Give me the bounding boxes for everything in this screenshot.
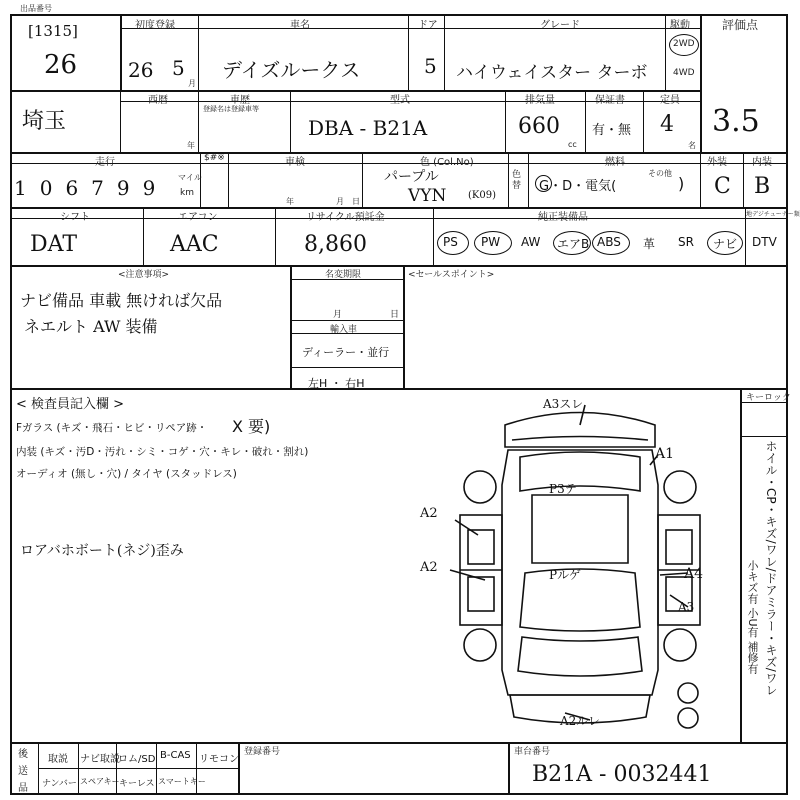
spare-wheel-2 bbox=[678, 708, 698, 728]
cc-unit: cc bbox=[568, 140, 577, 149]
month-unit: 月 bbox=[188, 79, 196, 88]
grade-value: ハイウェイスター ターボ bbox=[456, 63, 648, 83]
diagram-label-3: P3テ bbox=[549, 482, 577, 496]
vline bbox=[290, 90, 291, 152]
displacement-value: 660 bbox=[518, 114, 560, 139]
hline bbox=[290, 367, 403, 368]
fglass-line: Fガラス (キズ・飛石・ヒビ・リペア跡・ bbox=[16, 422, 208, 434]
name-change-month: 月 bbox=[333, 310, 343, 320]
vline bbox=[444, 14, 445, 90]
front-right-wheel bbox=[664, 629, 696, 661]
insp-year-unit: 年 bbox=[286, 197, 294, 206]
footer-label-after: 後 bbox=[18, 749, 28, 760]
equipment-label: 純正装備品 bbox=[538, 212, 588, 223]
fuel-label: 燃料 bbox=[605, 157, 625, 168]
footer-item-spare-key: スペアキー bbox=[80, 777, 120, 786]
equip-abs: ABS bbox=[597, 235, 621, 249]
vline bbox=[743, 152, 744, 207]
first-reg-year: 26 bbox=[128, 58, 154, 82]
front-left-wheel bbox=[464, 629, 496, 661]
vline bbox=[700, 14, 702, 152]
vline bbox=[508, 742, 510, 794]
row-divider-2 bbox=[10, 152, 788, 154]
hline bbox=[38, 768, 238, 769]
vline bbox=[700, 152, 701, 207]
side-text-2: 小キズ有 小U有 補修有 bbox=[746, 560, 759, 675]
vline bbox=[665, 14, 666, 90]
interior-label: 内装 bbox=[752, 157, 772, 168]
hood-front bbox=[518, 637, 642, 676]
band-1 bbox=[120, 28, 700, 29]
km-unit: km bbox=[180, 188, 194, 198]
selling-point-label: <セールスポイント> bbox=[408, 270, 495, 280]
footer-item-navi-manual: ナビ取説 bbox=[80, 754, 120, 765]
diagram-label-9: A2ルレ bbox=[560, 714, 601, 728]
vline bbox=[508, 152, 509, 207]
caution-line-1: ナビ備品 車載 無ければ欠品 bbox=[20, 291, 223, 310]
band-3 bbox=[10, 163, 788, 164]
footer-item-bcas: B-CAS bbox=[160, 750, 191, 761]
interior-line: 内装 (キズ・汚D・汚れ・シミ・コゲ・穴・キレ・破れ・割れ) bbox=[16, 446, 309, 458]
displacement-label: 排気量 bbox=[525, 95, 555, 106]
insp-day-unit: 日 bbox=[352, 197, 360, 206]
vline bbox=[408, 14, 409, 90]
doors-value: 5 bbox=[424, 54, 437, 78]
drive-option-4wd: 4WD bbox=[673, 68, 695, 78]
key-lock-label: キーロック bbox=[746, 393, 791, 403]
damage-line-a2-upper bbox=[455, 520, 478, 535]
fuel-close: ) bbox=[678, 174, 685, 193]
color-code-note: (K09) bbox=[468, 190, 496, 201]
equip-navi: ナビ bbox=[713, 237, 738, 251]
equip-leather: 革 bbox=[643, 237, 656, 251]
rear-window bbox=[520, 452, 640, 491]
score-value: 3.5 bbox=[712, 104, 760, 139]
name-change-day: 日 bbox=[390, 310, 400, 320]
drive-label: 駆動 bbox=[670, 20, 690, 31]
capacity-unit: 名 bbox=[688, 141, 696, 150]
spare-wheel-1 bbox=[678, 683, 698, 703]
hline bbox=[290, 320, 403, 321]
color-value: パープル bbox=[384, 169, 439, 185]
caution-label: <注意事項> bbox=[118, 270, 170, 280]
import-label: 輸入車 bbox=[330, 325, 358, 335]
inspector-title: < 検査員記入欄 > bbox=[16, 397, 125, 412]
first-reg-label: 初度登録 bbox=[135, 20, 175, 31]
year-unit: 年 bbox=[187, 141, 195, 150]
footer-item-smart-key: スマートキー bbox=[158, 777, 206, 786]
color-code: VYN bbox=[408, 186, 447, 206]
mileage-label: 走行 bbox=[95, 157, 115, 168]
footer-item-remote: リモコン bbox=[199, 754, 239, 765]
left-rear-window bbox=[468, 530, 494, 564]
warranty-label: 保証書 bbox=[595, 95, 625, 106]
vline bbox=[120, 90, 121, 152]
diagram-label-6: Pルゲ bbox=[549, 568, 581, 582]
insp-month-unit: 月 bbox=[336, 197, 344, 206]
color-label: 色 (Col.No) bbox=[420, 157, 474, 168]
rear-left-wheel bbox=[464, 471, 496, 503]
diagram-label-1: A3スレ bbox=[543, 397, 584, 411]
vline bbox=[505, 90, 506, 152]
top-small-label: 出品番号 bbox=[20, 4, 52, 13]
fuel-other: その他 bbox=[648, 169, 672, 178]
roof bbox=[532, 495, 628, 563]
lot-number-big: 26 bbox=[44, 50, 78, 80]
car-name-label: 車名 bbox=[290, 20, 310, 31]
footer-item-manual: 取説 bbox=[48, 754, 68, 765]
reg-no-label: 登録番号 bbox=[244, 747, 281, 757]
chassis-label: 車台番号 bbox=[514, 747, 551, 757]
border-right bbox=[786, 14, 788, 794]
diagram-label-8: A3 bbox=[678, 600, 695, 614]
footer-item-number: ナンバー bbox=[42, 779, 77, 789]
score-label: 評価点 bbox=[722, 18, 759, 32]
diagram-label-4: A2 bbox=[420, 506, 438, 521]
grade-label: グレード bbox=[540, 20, 580, 31]
inspector-handwritten: ロアバホボート(ネジ)歪み bbox=[20, 543, 184, 559]
exterior-value: C bbox=[714, 174, 731, 199]
vline bbox=[198, 90, 199, 152]
row-divider-6 bbox=[10, 742, 788, 744]
vline bbox=[275, 207, 276, 265]
mile-unit: マイル bbox=[178, 173, 202, 182]
recycle-label: リサイクル預託金 bbox=[306, 212, 385, 223]
band-4 bbox=[10, 218, 788, 219]
vline bbox=[198, 14, 199, 90]
vline bbox=[585, 90, 586, 152]
fglass-mark: X 要) bbox=[232, 417, 271, 436]
vline bbox=[403, 265, 405, 388]
left-front-window bbox=[468, 577, 494, 611]
drive-option-2wd: 2WD bbox=[673, 39, 695, 49]
vline bbox=[643, 90, 644, 152]
history-label: 車歴 bbox=[230, 95, 250, 106]
aircon-label: エアコン bbox=[178, 212, 218, 223]
capacity-label: 定員 bbox=[660, 95, 680, 106]
car-name-value: デイズルークス bbox=[222, 58, 361, 82]
dealer-label: ディーラー・並行 bbox=[302, 346, 390, 359]
equip-ps: PS bbox=[443, 235, 458, 249]
doors-label: ドア bbox=[418, 20, 438, 31]
audio-line: オーディオ (無し・穴) / タイヤ (スタッドレス) bbox=[16, 468, 237, 480]
handle-label: 左H ・ 右H bbox=[308, 377, 365, 390]
era-label: 西暦 bbox=[148, 95, 168, 106]
right-rear-window bbox=[666, 530, 692, 564]
rear-bumper-shape bbox=[505, 413, 655, 448]
shift-label: シフト bbox=[60, 212, 90, 223]
side-text-1: ホイル・CP・キズ/ワレ/ドアミラー・キズ/ワレ bbox=[764, 440, 778, 696]
tuner-label: 地デジチューナー類 bbox=[746, 211, 800, 218]
history-note: 登録名は登録車等 bbox=[203, 105, 259, 113]
model-value: DBA - B21A bbox=[308, 116, 428, 140]
equip-pw: PW bbox=[481, 235, 501, 249]
exterior-label: 外装 bbox=[707, 157, 727, 168]
equip-aw: AW bbox=[521, 235, 541, 249]
vline bbox=[740, 388, 742, 742]
vline bbox=[290, 265, 292, 388]
mileage-value: 106799 bbox=[14, 176, 169, 200]
rear-bumper-edge bbox=[512, 437, 648, 441]
row-divider-3 bbox=[10, 207, 788, 209]
inspection-label: 車検 bbox=[285, 157, 305, 168]
interior-value: B bbox=[754, 174, 771, 199]
name-change-label: 名変期限 bbox=[325, 270, 362, 280]
vline bbox=[362, 152, 363, 207]
footer-label-item: 品 bbox=[18, 783, 28, 794]
chassis-value: B21A - 0032441 bbox=[532, 762, 712, 787]
equip-sr: SR bbox=[678, 235, 694, 249]
row-divider-5 bbox=[10, 388, 788, 390]
vline bbox=[78, 742, 79, 794]
shift-value: DAT bbox=[30, 232, 77, 257]
vline bbox=[228, 152, 229, 207]
diagram-label-2: A1 bbox=[655, 446, 675, 462]
vline bbox=[433, 207, 434, 265]
diagram-label-5: A2 bbox=[420, 560, 438, 575]
vline bbox=[156, 742, 157, 794]
recycle-value: 8,860 bbox=[304, 232, 367, 257]
diagram-label-7: A4 bbox=[684, 566, 704, 582]
footer-item-rom-sd: ロム/SD bbox=[118, 754, 156, 765]
model-label: 型式 bbox=[390, 95, 410, 106]
equip-airbag: エアB bbox=[557, 237, 590, 251]
first-reg-month: 5 bbox=[172, 56, 185, 80]
warranty-value: 有・無 bbox=[592, 123, 632, 138]
vline bbox=[120, 14, 122, 90]
border-left bbox=[10, 14, 12, 794]
equip-dtv: DTV bbox=[752, 235, 777, 249]
hline bbox=[740, 436, 788, 437]
capacity-value: 4 bbox=[660, 112, 674, 137]
rear-right-wheel bbox=[664, 471, 696, 503]
fuel-value: G・D・電気( bbox=[539, 179, 617, 194]
color-side-label: 色替 bbox=[512, 170, 522, 191]
caution-line-2: ネエルト AW 装備 bbox=[24, 317, 158, 336]
vline bbox=[143, 207, 144, 265]
aircon-value: AAC bbox=[170, 232, 219, 257]
vline bbox=[528, 152, 529, 207]
footer-item-keyless: キーレス bbox=[119, 779, 155, 789]
border-bottom bbox=[10, 793, 788, 795]
smeter-label: $#※ bbox=[204, 153, 225, 163]
lot-number-label: [1315] bbox=[28, 22, 78, 40]
prefecture-value: 埼玉 bbox=[22, 109, 67, 134]
footer-label-send: 送 bbox=[18, 766, 28, 777]
